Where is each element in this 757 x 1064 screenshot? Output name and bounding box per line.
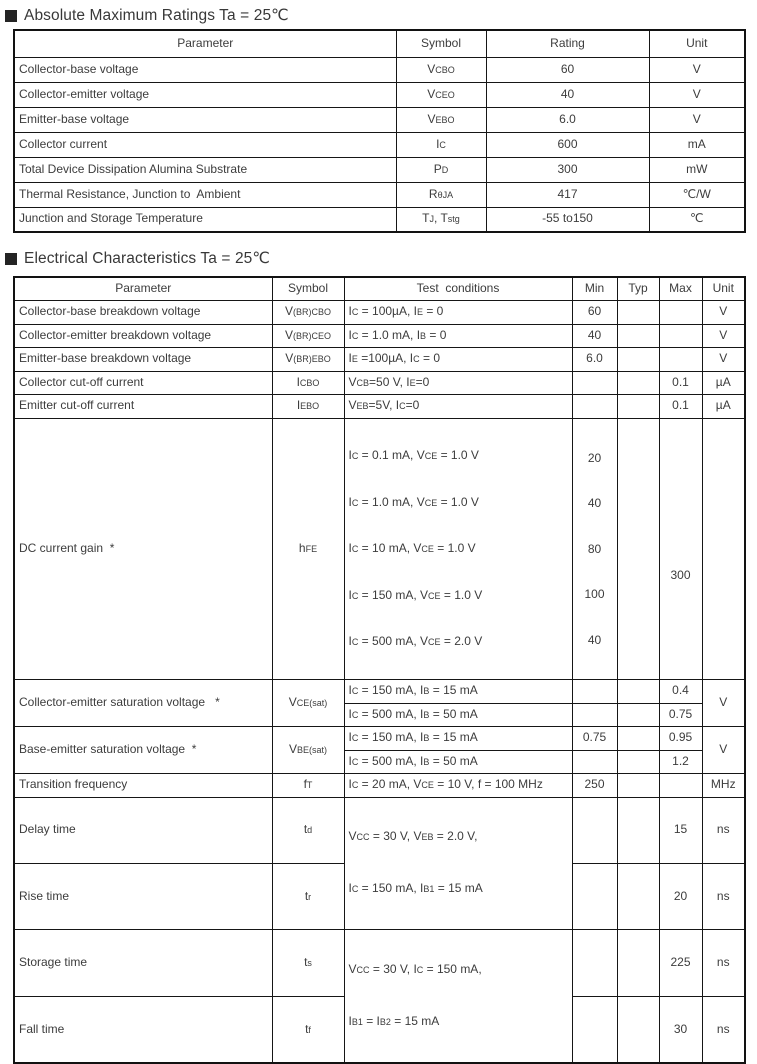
cell-typ [617, 301, 659, 325]
condition-line: IC = 150 mA, VCE = 1.0 V [348, 587, 483, 602]
cell-unit: µA [702, 371, 745, 395]
cell-unit: ns [702, 863, 745, 929]
cell-max: 30 [659, 996, 702, 1063]
cell-parameter: Collector cut-off current [14, 371, 272, 395]
cell-parameter: Rise time [14, 863, 272, 929]
cell-parameter: Thermal Resistance, Junction to Ambient [14, 182, 396, 207]
cell-symbol: ts [272, 930, 344, 997]
cell-rating: 40 [486, 82, 649, 107]
cell-test-conditions: IC = 100µA, IE = 0 [344, 301, 572, 325]
cell-typ [617, 750, 659, 774]
row-vbe-sat-1 [14, 727, 745, 751]
cell-rating: 417 [486, 182, 649, 207]
condition-line: IC = 0.1 mA, VCE = 1.0 V [348, 448, 479, 463]
cell-parameter: Collector current [14, 132, 396, 157]
cell-min [572, 797, 617, 863]
cell-parameter: Junction and Storage Temperature [14, 207, 396, 232]
cell-min [572, 395, 617, 419]
cell-parameter: DC current gain * [14, 418, 272, 680]
row-emitter-base-breakdown [14, 348, 745, 372]
cell-unit: V [702, 324, 745, 348]
cell-typ [617, 371, 659, 395]
condition-line: IC = 10 mA, VCE = 1.0 V [348, 541, 476, 556]
cell-max: 0.1 [659, 395, 702, 419]
cell-parameter: Transition frequency [14, 774, 272, 798]
cell-parameter: Emitter cut-off current [14, 395, 272, 419]
cell-typ [617, 703, 659, 727]
cell-max: 225 [659, 930, 702, 997]
condition-line: IC = 500 mA, VCE = 2.0 V [348, 634, 483, 649]
cell-typ [617, 774, 659, 798]
row-junction-storage-temperature [14, 207, 745, 232]
cell-rating: 600 [486, 132, 649, 157]
condition-line: IC = 1.0 mA, VCE = 1.0 V [348, 494, 479, 509]
cell-unit: µA [702, 395, 745, 419]
cell-symbol: VEBO [396, 107, 486, 132]
cell-parameter: Total Device Dissipation Alumina Substrate [14, 157, 396, 182]
cell-test-conditions: VEB=5V, IC=0 [344, 395, 572, 419]
cell-parameter: Storage time [14, 930, 272, 997]
cell-min: 250 [572, 774, 617, 798]
cell-symbol: RθJA [396, 182, 486, 207]
cell-min [572, 996, 617, 1063]
abs-max-title-text: Absolute Maximum Ratings Ta = 25℃ [24, 7, 289, 24]
cell-max [659, 301, 702, 325]
cell-unit: ℃ [649, 207, 745, 232]
cell-parameter: Collector-emitter voltage [14, 82, 396, 107]
cell-typ [617, 797, 659, 863]
row-thermal-resistance [14, 182, 745, 207]
row-collector-base-breakdown [14, 301, 745, 325]
cell-typ [617, 395, 659, 419]
cell-symbol: V(BR)CBO [272, 301, 344, 325]
cell-unit: mA [649, 132, 745, 157]
cell-symbol: ICBO [272, 371, 344, 395]
cell-symbol: VCBO [396, 57, 486, 82]
cell-typ [617, 996, 659, 1063]
column-header-parameter: Parameter [14, 30, 396, 57]
column-header-min: Min [572, 277, 617, 301]
cell-rating: 60 [486, 57, 649, 82]
column-header-unit: Unit [702, 277, 745, 301]
row-delay-time [14, 797, 745, 863]
cell-max: 1.2 [659, 750, 702, 774]
cell-max: 0.4 [659, 680, 702, 704]
min-value-line: 100 [584, 587, 605, 602]
cell-parameter: Collector-emitter breakdown voltage [14, 324, 272, 348]
cell-test-conditions: IC = 500 mA, IB = 50 mA [344, 703, 572, 727]
cell-typ [617, 863, 659, 929]
column-header-parameter: Parameter [14, 277, 272, 301]
cell-symbol: VCE(sat) [272, 680, 344, 727]
cell-unit: V [649, 82, 745, 107]
column-header-max: Max [659, 277, 702, 301]
cell-max [659, 348, 702, 372]
cell-min: 6.0 [572, 348, 617, 372]
condition-line: VCC = 30 V, IC = 150 mA, [348, 961, 482, 976]
cell-test-conditions: IC = 1.0 mA, IB = 0 [344, 324, 572, 348]
row-collector-emitter-voltage [14, 82, 745, 107]
cell-min [572, 863, 617, 929]
cell-typ [617, 348, 659, 372]
row-collector-base-voltage [14, 57, 745, 82]
condition-line: VCC = 30 V, VEB = 2.0 V, [348, 829, 478, 844]
cell-max: 15 [659, 797, 702, 863]
row-vce-sat-1 [14, 680, 745, 704]
cell-max: 0.75 [659, 703, 702, 727]
cell-symbol: IC [396, 132, 486, 157]
cell-min: 60 [572, 301, 617, 325]
row-collector-cutoff-current [14, 371, 745, 395]
cell-unit: mW [649, 157, 745, 182]
cell-unit: V [649, 57, 745, 82]
row-transition-frequency [14, 774, 745, 798]
electrical-characteristics-table [13, 276, 746, 1064]
cell-max: 0.95 [659, 727, 702, 751]
cell-parameter: Fall time [14, 996, 272, 1063]
cell-min: 40 [572, 324, 617, 348]
condition-line: IC = 150 mA, IB1 = 15 mA [348, 881, 483, 896]
max-value: 300 [670, 567, 691, 582]
cell-max [659, 324, 702, 348]
electrical-section-title [5, 249, 270, 268]
cell-max: 0.1 [659, 371, 702, 395]
cell-test-conditions: IC = 150 mA, IB = 15 mA [344, 727, 572, 751]
section-square-icon [5, 10, 17, 22]
cell-parameter: Emitter-base breakdown voltage [14, 348, 272, 372]
cell-test-conditions: IC = 20 mA, VCE = 10 V, f = 100 MHz [344, 774, 572, 798]
cell-typ [617, 930, 659, 997]
cell-unit: ns [702, 996, 745, 1063]
cell-symbol: V(BR)EBO [272, 348, 344, 372]
cell-symbol: fT [272, 774, 344, 798]
cell-max [659, 418, 702, 680]
cell-symbol: hFE [272, 418, 344, 680]
row-emitter-cutoff-current [14, 395, 745, 419]
cell-min: 0.75 [572, 727, 617, 751]
cell-parameter: Collector-base voltage [14, 57, 396, 82]
cell-test-conditions: VCB=50 V, IE=0 [344, 371, 572, 395]
cell-rating: 300 [486, 157, 649, 182]
cell-unit: V [702, 680, 745, 727]
min-value-line: 20 [587, 450, 602, 465]
column-header-symbol: Symbol [396, 30, 486, 57]
table-header-row [14, 30, 745, 57]
cell-unit: V [702, 301, 745, 325]
column-header-typ: Typ [617, 277, 659, 301]
column-header-unit: Unit [649, 30, 745, 57]
cell-test-conditions [344, 930, 572, 1063]
cell-min [572, 680, 617, 704]
cell-symbol: td [272, 797, 344, 863]
cell-test-conditions: IC = 150 mA, IB = 15 mA [344, 680, 572, 704]
row-storage-time [14, 930, 745, 997]
condition-line: IB1 = IB2 = 15 mA [348, 1014, 440, 1029]
cell-test-conditions [344, 797, 572, 930]
cell-parameter: Emitter-base voltage [14, 107, 396, 132]
row-total-device-dissipation [14, 157, 745, 182]
cell-symbol: IEBO [272, 395, 344, 419]
row-dc-current-gain [14, 418, 745, 680]
row-collector-emitter-breakdown [14, 324, 745, 348]
cell-parameter: Collector-emitter saturation voltage * [14, 680, 272, 727]
cell-typ [617, 324, 659, 348]
cell-symbol: TJ, Tstg [396, 207, 486, 232]
cell-unit: V [649, 107, 745, 132]
cell-symbol: VCEO [396, 82, 486, 107]
cell-test-conditions: IE =100µA, IC = 0 [344, 348, 572, 372]
column-header-rating: Rating [486, 30, 649, 57]
cell-parameter: Collector-base breakdown voltage [14, 301, 272, 325]
cell-unit: ns [702, 930, 745, 997]
column-header-symbol: Symbol [272, 277, 344, 301]
cell-rating: -55 to150 [486, 207, 649, 232]
absolute-maximum-ratings-table [13, 29, 746, 233]
cell-typ [617, 727, 659, 751]
cell-min [572, 930, 617, 997]
row-emitter-base-voltage [14, 107, 745, 132]
abs-max-section-title [5, 6, 289, 25]
row-collector-current [14, 132, 745, 157]
cell-min [572, 750, 617, 774]
cell-min [572, 371, 617, 395]
cell-rating: 6.0 [486, 107, 649, 132]
cell-unit: V [702, 727, 745, 774]
cell-symbol: PD [396, 157, 486, 182]
cell-min [572, 703, 617, 727]
cell-symbol: tf [272, 996, 344, 1063]
cell-unit: ns [702, 797, 745, 863]
cell-min [572, 418, 617, 680]
cell-max [659, 774, 702, 798]
section-square-icon [5, 253, 17, 265]
column-header-test-conditions: Test conditions [344, 277, 572, 301]
min-value-line: 40 [587, 632, 602, 647]
cell-symbol: tr [272, 863, 344, 929]
cell-unit: ℃/W [649, 182, 745, 207]
cell-symbol: VBE(sat) [272, 727, 344, 774]
cell-max: 20 [659, 863, 702, 929]
cell-parameter: Base-emitter saturation voltage * [14, 727, 272, 774]
electrical-title-text: Electrical Characteristics Ta = 25℃ [24, 250, 270, 267]
min-value-line: 40 [587, 496, 602, 511]
cell-test-conditions: IC = 500 mA, IB = 50 mA [344, 750, 572, 774]
cell-symbol: V(BR)CEO [272, 324, 344, 348]
cell-typ [617, 418, 659, 680]
cell-unit [702, 418, 745, 680]
table-header-row [14, 277, 745, 301]
cell-parameter: Delay time [14, 797, 272, 863]
cell-test-conditions [344, 418, 572, 680]
cell-unit: V [702, 348, 745, 372]
min-value-line: 80 [587, 541, 602, 556]
cell-unit: MHz [702, 774, 745, 798]
cell-typ [617, 680, 659, 704]
